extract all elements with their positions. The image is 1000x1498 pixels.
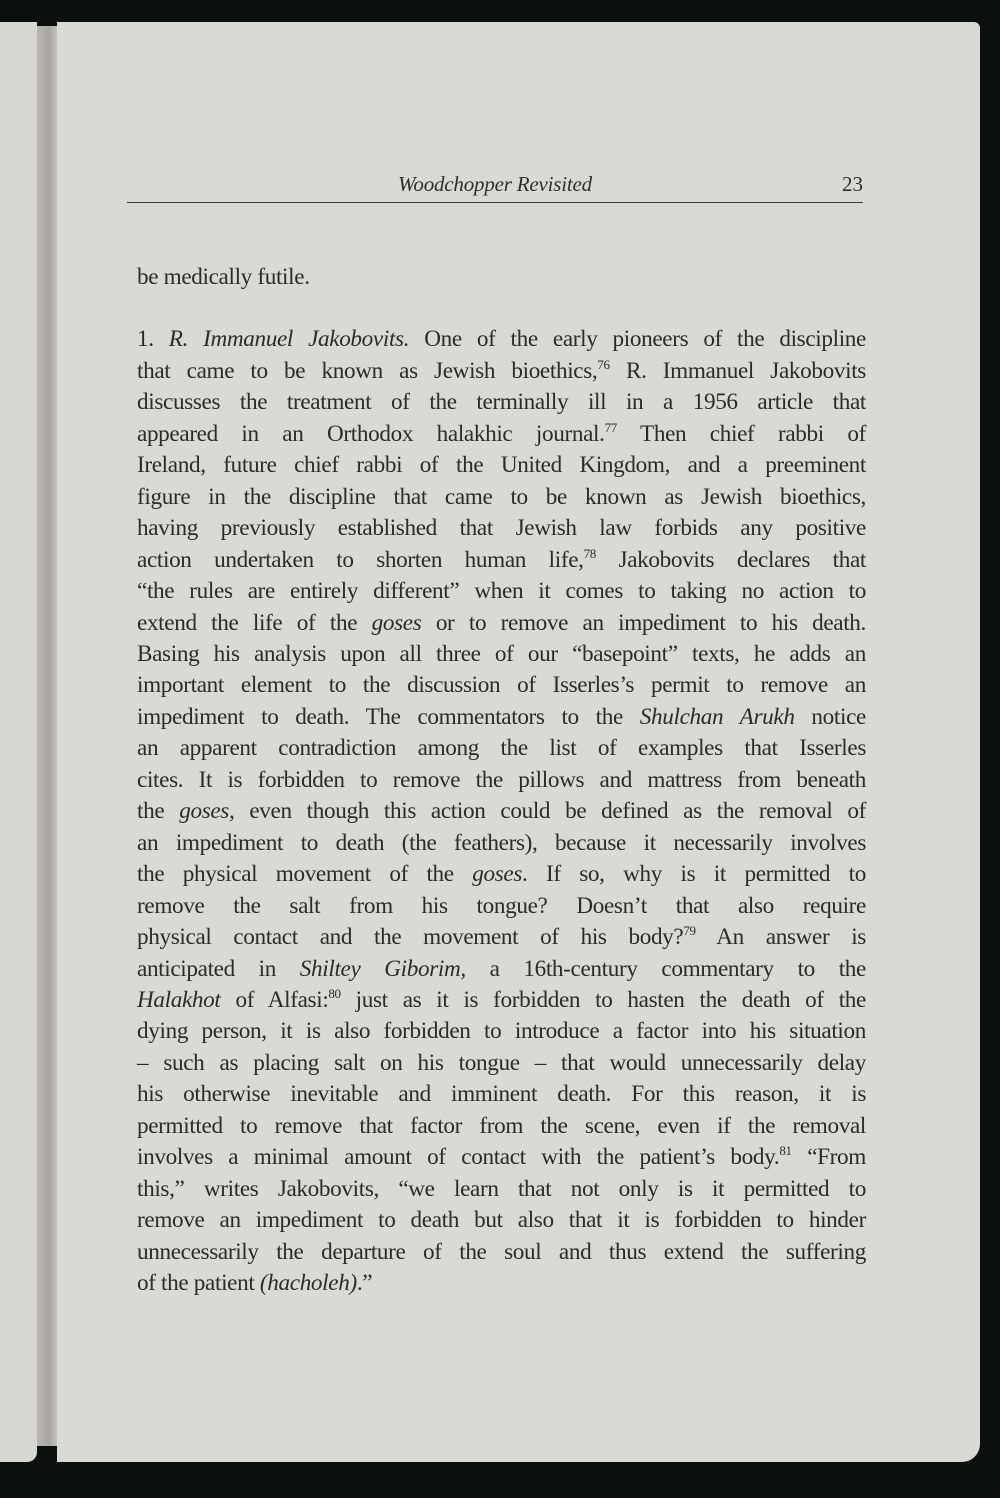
- italic-term: goses: [371, 609, 422, 636]
- text-line: 1. R. Immanuel Jakobovits. One of the early pioneers of the discipline: [137, 326, 866, 353]
- text-line: physical contact and the movement of his body?$^{79}$ An answer is: [137, 923, 866, 951]
- continuation-paragraph: [137, 262, 866, 293]
- section-number: 1.: [137, 326, 154, 353]
- text-line: be medically futile.: [137, 264, 310, 290]
- facing-page-edge: [0, 22, 37, 1462]
- text-line: remove an impediment to death but also that it is forbidden to hinder: [137, 1207, 866, 1234]
- running-title: Woodchopper Revisited: [398, 172, 592, 196]
- text-line: cites. It is forbidden to remove the pillows and mattress from beneath: [137, 766, 866, 793]
- book-page: [57, 22, 980, 1462]
- footnote-ref[interactable]: 76: [597, 356, 610, 372]
- text-line: of the patient (hacholeh).”: [137, 1270, 373, 1297]
- footnote-ref[interactable]: 77: [604, 419, 617, 435]
- text-line: extend the life of the goses or to remove an impediment to his death.: [137, 609, 866, 636]
- text-line: impediment to death. The commentators to the Shulchan Arukh notice: [137, 703, 866, 730]
- running-header: [127, 170, 863, 203]
- text-line: Basing his analysis upon all three of our “basepoint” texts, he adds an: [137, 640, 866, 667]
- text-line: that came to be known as Jewish bioethics,$^{76}$ R. Immanuel Jakobovits: [137, 356, 866, 384]
- text-line: an impediment to death (the feathers), because it necessarily involves: [137, 829, 866, 856]
- italic-term: Halakhot: [137, 986, 221, 1013]
- text-line: “the rules are entirely different” when it comes to taking no action to: [137, 578, 866, 605]
- text-line: important element to the discussion of Isserles’s permit to remove an: [137, 672, 866, 699]
- section-paragraph: [137, 324, 866, 1299]
- book-gutter-shadow: [37, 26, 57, 1446]
- italic-term: Shulchan Arukh: [639, 703, 795, 730]
- italic-term: Shiltey Giborim,: [299, 955, 466, 982]
- footnote-ref[interactable]: 78: [583, 545, 596, 561]
- section-heading: R. Immanuel Jakobovits.: [168, 326, 410, 353]
- text-line: dying person, it is also forbidden to introduce a factor into his situation: [137, 1018, 866, 1045]
- text-line: figure in the discipline that came to be known as Jewish bioethics,: [137, 483, 866, 510]
- text-line: this,” writes Jakobovits, “we learn that not only is it permitted to: [137, 1175, 866, 1202]
- footnote-ref[interactable]: 79: [683, 923, 696, 939]
- text-line: anticipated in Shiltey Giborim, a 16th-century commentary to the: [137, 955, 866, 982]
- text-line: Halakhot of Alfasi:$^{80}$ just as it is forbidden to hasten the death of the: [137, 985, 866, 1013]
- text-line: Ireland, future chief rabbi of the United Kingdom, and a preeminent: [137, 452, 866, 479]
- text-line: appeared in an Orthodox halakhic journal.$^{77}$ Then chief rabbi of: [137, 419, 866, 447]
- text-line: an apparent contradiction among the list of examples that Isserles: [137, 735, 866, 762]
- text-line: permitted to remove that factor from the scene, even if the removal: [137, 1112, 866, 1139]
- text-line: – such as placing salt on his tongue – that would unnecessarily delay: [137, 1049, 866, 1076]
- text-line: the goses, even though this action could be defined as the removal of: [137, 798, 866, 825]
- footnote-ref[interactable]: 80: [328, 985, 341, 1001]
- text-line: discusses the treatment of the terminally ill in a 1956 article that: [137, 389, 866, 416]
- text-line: involves a minimal amount of contact with the patient’s body.$^{81}$ “From: [137, 1143, 866, 1171]
- text-line: the physical movement of the goses. If so, why is it permitted to: [137, 861, 866, 888]
- italic-term: goses: [472, 861, 523, 888]
- italic-term: goses,: [179, 798, 235, 825]
- page-number: 23: [842, 172, 863, 196]
- footnote-ref[interactable]: 81: [779, 1143, 792, 1159]
- text-line: having previously established that Jewish law forbids any positive: [137, 515, 866, 542]
- text-line: action undertaken to shorten human life,$^{78}$ Jakobovits declares that: [137, 545, 866, 573]
- text-line: his otherwise inevitable and imminent death. For this reason, it is: [137, 1081, 866, 1108]
- text-line: unnecessarily the departure of the soul and thus extend the suffering: [137, 1238, 866, 1265]
- italic-term: (hacholeh): [259, 1270, 357, 1297]
- body-text: [137, 262, 866, 1300]
- text-line: remove the salt from his tongue? Doesn’t that also require: [137, 892, 866, 919]
